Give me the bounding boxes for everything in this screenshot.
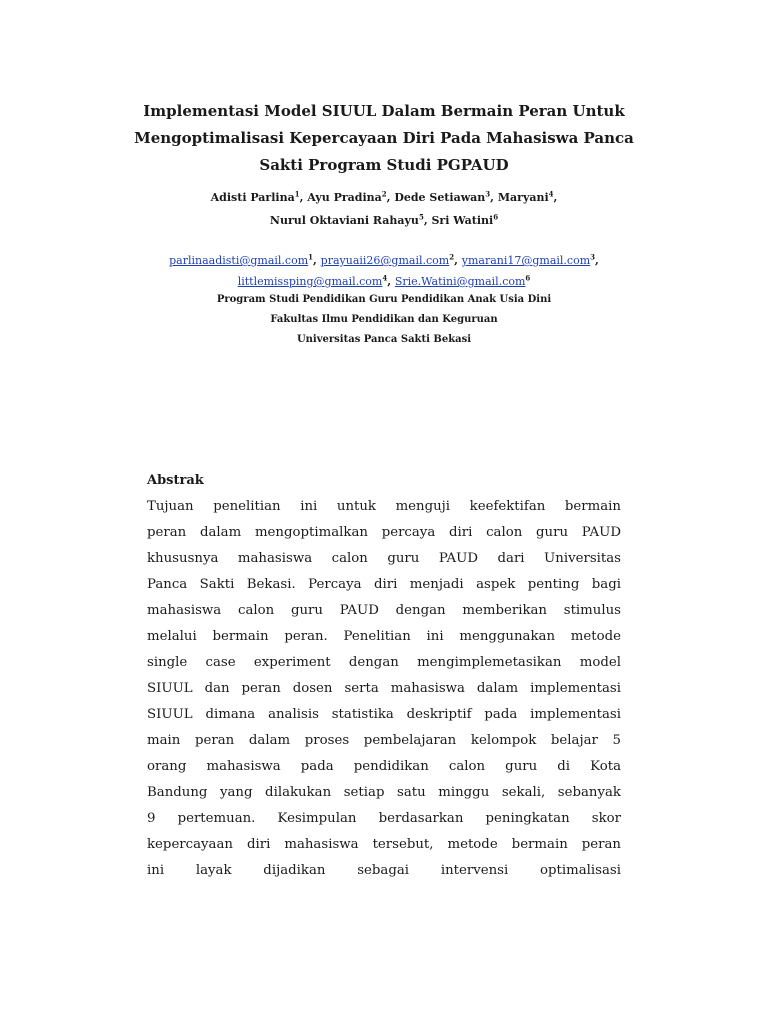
abstract-line: Bandung yang dilakukan setiap satu minggu sekali, sebanyak [147, 785, 621, 800]
author-sup: 2 [381, 189, 387, 199]
author-sup: 3 [485, 189, 491, 199]
author-name: Dede Setiawan [394, 191, 486, 204]
title-line: Mengoptimalisasi Kepercayaan Diri Pada Mahasiswa Panca [134, 129, 634, 147]
abstract-line: orang mahasiswa pada pendidikan calon guru di Kota [147, 759, 621, 774]
title-line: Sakti Program Studi PGPAUD [259, 156, 509, 174]
email-line-2: littlemissping@gmail.com$^4$, Srie.Watini@gmail.com$^6$ [237, 273, 531, 288]
email-sup: 4 [382, 273, 388, 283]
abstract-line: kepercayaan diri mahasiswa tersebut, metode bermain peran [147, 837, 621, 852]
email-sup: 2 [449, 252, 455, 262]
email-sup: 3 [590, 252, 596, 262]
email-link[interactable]: prayuaii26@gmail.com [320, 254, 450, 267]
affiliation-line: Program Studi Pendidikan Guru Pendidikan Anak Usia Dini [216, 294, 552, 305]
abstract-line: khususnya mahasiswa calon guru PAUD dari Universitas [147, 551, 621, 566]
affiliation [120, 290, 648, 350]
author-sup: 6 [493, 212, 499, 222]
email-sup: 1 [308, 252, 313, 262]
author-name: Ayu Pradina [307, 191, 382, 204]
abstract-line: 9 pertemuan. Kesimpulan berdasarkan peningkatan skor [147, 811, 621, 826]
author-line-2: Nurul Oktaviani Rahayu$^5$, Sri Watini$^6$ [269, 212, 499, 227]
title-line: Implementasi Model SIUUL Dalam Bermain Peran Untuk [143, 102, 625, 120]
abstract-heading: Abstrak [147, 473, 204, 488]
author-line-1: Adisti Parlina$^1$, Ayu Pradina$^2$, Dede Setiawan$^3$, Maryani$^4$, [210, 189, 558, 204]
email-link[interactable]: littlemissping@gmail.com [237, 275, 383, 288]
abstract-line: Panca Sakti Bekasi. Percaya diri menjadi aspek penting bagi [147, 577, 621, 592]
author-sup: 4 [548, 189, 554, 199]
author-list [120, 186, 648, 232]
author-name: Nurul Oktaviani Rahayu [269, 214, 419, 227]
abstract-line: ini layak dijadikan sebagai intervensi optimalisasi [147, 863, 621, 878]
abstract-body [147, 494, 621, 884]
email-link[interactable]: parlinaadisti@gmail.com [169, 254, 309, 267]
abstract-line: SIUUL dan peran dosen serta mahasiswa dalam implementasi [147, 681, 621, 696]
author-name: Adisti Parlina [210, 191, 295, 204]
email-line-1: parlinaadisti@gmail.com$^1$, prayuaii26@gmail.com$^2$, ymarani17@gmail.com$^3$, [169, 252, 599, 267]
abstract-line: SIUUL dimana analisis statistika deskriptif pada implementasi [147, 707, 621, 722]
abstract-line: main peran dalam proses pembelajaran kelompok belajar 5 [147, 733, 621, 748]
affiliation-line: Universitas Panca Sakti Bekasi [296, 334, 472, 345]
email-list [120, 250, 648, 292]
author-name: Maryani [497, 191, 549, 204]
author-sup: 5 [418, 212, 424, 222]
abstract-line: peran dalam mengoptimalkan percaya diri calon guru PAUD [147, 525, 621, 540]
author-sup: 1 [294, 189, 300, 199]
email-sup: 6 [525, 273, 531, 283]
abstract-line: melalui bermain peran. Penelitian ini menggunakan metode [147, 629, 621, 644]
paper-title [120, 98, 648, 179]
abstract-line: Tujuan penelitian ini untuk menguji keefektifan bermain [147, 499, 621, 514]
email-link[interactable]: Srie.Watini@gmail.com [394, 275, 526, 288]
affiliation-line: Fakultas Ilmu Pendidikan dan Keguruan [270, 314, 498, 325]
author-name: Sri Watini [431, 214, 494, 227]
email-link[interactable]: ymarani17@gmail.com [461, 254, 591, 267]
abstract-line: mahasiswa calon guru PAUD dengan memberikan stimulus [147, 603, 621, 618]
abstract-line: single case experiment dengan mengimplemetasikan model [147, 655, 621, 670]
